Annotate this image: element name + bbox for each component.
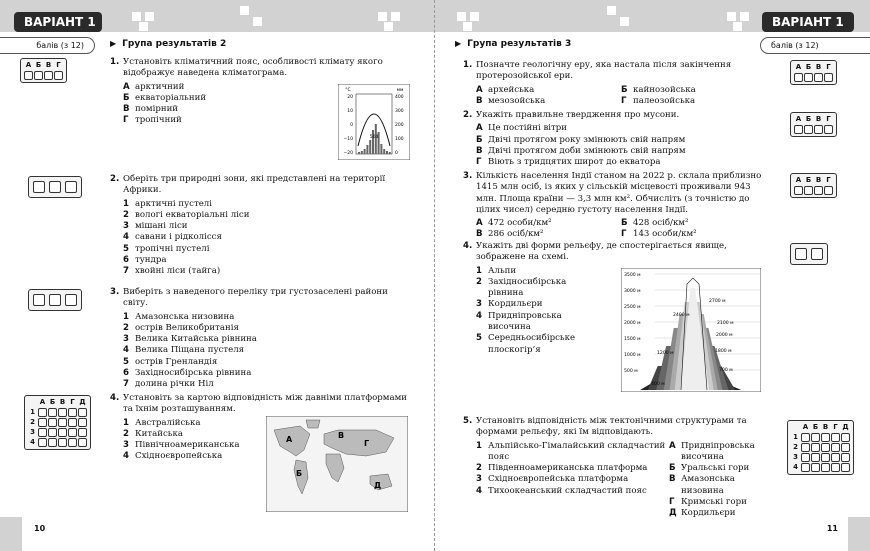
svg-text:100: 100 <box>395 137 404 142</box>
page-corner <box>848 517 870 551</box>
answer-option: 3 Східноєвропейська платформа <box>476 474 629 485</box>
answer-cell[interactable] <box>794 73 803 82</box>
answer-cell[interactable] <box>68 438 77 447</box>
right-page <box>435 0 870 551</box>
answer-cell[interactable] <box>821 453 830 462</box>
answer-cell[interactable] <box>804 125 813 134</box>
answer-option: Г палеозойська <box>621 95 696 106</box>
answer-cell[interactable] <box>38 408 47 417</box>
answer-cell[interactable] <box>44 71 53 80</box>
answer-letter: Г <box>826 176 831 184</box>
answer-cell[interactable] <box>804 186 813 195</box>
svg-text:−10: −10 <box>343 137 353 142</box>
map-label: Г <box>364 439 370 448</box>
answer-option: 5 острів Гренландія <box>123 356 218 367</box>
answer-option: 4 Придніпровська височина <box>476 310 562 333</box>
svg-text:мм: мм <box>396 88 404 93</box>
svg-text:2100 м: 2100 м <box>717 321 734 326</box>
answer-cell[interactable] <box>841 463 850 472</box>
answer-cell[interactable] <box>78 428 87 437</box>
svg-text:1500 м: 1500 м <box>624 337 641 342</box>
answer-cell[interactable] <box>801 453 810 462</box>
answer-letter: Д <box>79 398 86 406</box>
group-heading: ▶ Група результатів 3 <box>455 39 572 49</box>
answer-option: Г Кримські гори <box>669 497 747 508</box>
answer-letter: Г <box>70 398 75 406</box>
svg-text:10: 10 <box>347 109 353 114</box>
answer-cell[interactable] <box>68 408 77 417</box>
question-4: 4. Укажіть дві форми рельєфу, де спостерігається явище, зображене на схемі. 1 Альпи 2 Західносибірська рівнина 3 Кордильєри 4 Придніпровська височина 5 Середньосибірське плоскогір’я <box>463 241 727 355</box>
answer-cell[interactable] <box>801 443 810 452</box>
answer-cell[interactable] <box>78 438 87 447</box>
answer-option: 3 мішані ліси <box>123 221 188 232</box>
svg-text:1200 м: 1200 м <box>657 351 674 356</box>
answer-option: Б 428 осіб/км² <box>621 218 689 229</box>
map-label: А <box>286 435 293 444</box>
answer-cell[interactable] <box>48 428 57 437</box>
answer-option: 6 Західносибірська рівнина <box>123 368 252 379</box>
answer-option: 4 Східноєвропейська <box>123 451 223 462</box>
answer-cell[interactable] <box>841 433 850 442</box>
question-2: 2. Оберіть три природні зони, які представлені на території Африки. 1 арктичні пустелі 2 вологі екваторіальні ліси 3 мішані ліси 4 савани і рідколісся 5 тропічні пустелі 6 тундра 7 хвойні ліси (тайга) <box>110 174 410 278</box>
answer-option: 4 Велика Піщана пустеля <box>123 345 245 356</box>
answer-cell[interactable] <box>821 443 830 452</box>
svg-text:400: 400 <box>395 95 404 100</box>
answer-cell[interactable] <box>814 125 823 134</box>
map-label: Д <box>374 481 382 490</box>
answer-letter: Б <box>805 115 812 123</box>
answer-letter: Д <box>842 423 849 431</box>
svg-text:200: 200 <box>395 123 404 128</box>
svg-text:3500 м: 3500 м <box>624 273 641 278</box>
answer-option: 2 Південноамериканська платформа <box>476 463 648 474</box>
answer-cell[interactable] <box>48 438 57 447</box>
answer-option: 2 Західносибірська рівнина <box>476 276 567 299</box>
answer-cell[interactable] <box>54 71 63 80</box>
answer-option: 7 хвойні ліси (тайга) <box>123 266 221 277</box>
answer-option: 6 тундра <box>123 255 167 266</box>
answer-cell[interactable] <box>34 71 43 80</box>
answer-cell[interactable] <box>801 433 810 442</box>
answer-cell[interactable] <box>814 73 823 82</box>
answer-option: 4 савани і рідколісся <box>123 232 222 243</box>
answer-option: В Двічі протягом доби змінюють свій напрям <box>476 145 686 156</box>
svg-text:300: 300 <box>395 109 404 114</box>
answer-cell[interactable] <box>831 443 840 452</box>
answer-cell[interactable] <box>58 418 67 427</box>
question-4: 4. Установіть за картою відповідність між давніми платформами та їхнім розташуванням. 1 Австралійська 2 Китайська 3 Північноамериканська 4 Східноєвропейська <box>110 393 407 462</box>
question-1: 1. Установіть кліматичний пояс, особливості клімату якого відображує наведена кліматограма. А арктичний Б екваторіальний В помірний Г тропічний <box>110 57 410 127</box>
svg-text:3000 м: 3000 м <box>624 289 641 294</box>
svg-text:2000 м: 2000 м <box>624 321 641 326</box>
answer-option: 2 вологі екваторіальні ліси <box>123 209 250 220</box>
answer-cell[interactable] <box>801 463 810 472</box>
answer-cell[interactable] <box>821 463 830 472</box>
answer-letter: А <box>802 423 809 431</box>
answer-grid-q4[interactable]: А Б В Г Д 1 2 3 4 <box>24 395 91 450</box>
answer-option: 2 Китайська <box>123 428 183 439</box>
answer-option: В 286 осіб/км² <box>476 229 544 240</box>
answer-option: Г Віють з тридцятих широт до екватора <box>476 157 661 168</box>
answer-letter: Б <box>812 423 819 431</box>
answer-letter: В <box>815 63 822 71</box>
answer-option: 3 Велика Китайська рівнина <box>123 334 257 345</box>
question-5: 5. Установіть відповідність між тектонічними структурами та формами рельєфу, які їм відповідають. 1 Альпійсько-Гімалайський складчастий пояс 2 Південноамериканська платформа 3 Східноєвропейська платформа 4 Тихоокеанський складчастий пояс А Придніпровська височина Б Уральські гори В Амазонська низовина Г Кримські гори Д Кордильєри <box>463 416 763 520</box>
map-label: Б <box>296 469 303 478</box>
answer-cell[interactable] <box>48 418 57 427</box>
answer-option: В мезозойська <box>476 95 546 106</box>
answer-letter: А <box>795 115 802 123</box>
answer-cell[interactable] <box>68 418 77 427</box>
svg-text:−20: −20 <box>343 151 353 156</box>
altitudinal-zones-diagram <box>621 268 761 392</box>
svg-text:20: 20 <box>347 95 353 100</box>
answer-option: Г тропічний <box>123 115 182 126</box>
answer-option: В помірний <box>123 104 179 115</box>
answer-letter: В <box>815 176 822 184</box>
answer-option: 1 Альпи <box>476 265 517 276</box>
answer-option: 7 долина річки Ніл <box>123 379 214 390</box>
page-corner <box>0 517 22 551</box>
answer-letter: Г <box>56 61 61 69</box>
answer-option: Б кайнозойська <box>621 84 696 95</box>
question-3: 3. Кількість населення Індії станом на 2022 р. склала приблизно 1415 млн осіб, із яких у сільській місцевості проживали 943 млн. Площа країни — 3,3 млн км². Обчисліть (з точністю до цілих чисел) середню густоту населення Індії. А 472 особи/км² Б 428 осіб/км² В 286 осіб/км² Г 143 особи/км² <box>463 171 762 240</box>
world-map <box>266 416 408 512</box>
answer-option: А Це постійні вітри <box>476 123 568 134</box>
svg-text:0: 0 <box>395 151 398 156</box>
climatogram <box>338 84 410 160</box>
answer-option: 4 Тихоокеанський складчастий пояс <box>476 485 647 496</box>
answer-cell[interactable] <box>831 463 840 472</box>
answer-letter: А <box>25 61 32 69</box>
answer-cell[interactable] <box>78 418 87 427</box>
answer-box-q2[interactable] <box>790 112 837 137</box>
answer-cell[interactable] <box>68 428 77 437</box>
answer-option: В Амазонська низовина <box>669 474 735 496</box>
answer-cell[interactable] <box>78 408 87 417</box>
answer-box-q3[interactable] <box>790 173 837 198</box>
answer-box-q2[interactable] <box>28 176 82 198</box>
answer-cell[interactable] <box>824 73 833 82</box>
answer-cell[interactable] <box>804 73 813 82</box>
answer-cell[interactable] <box>824 186 833 195</box>
answer-letter: В <box>45 61 52 69</box>
answer-cell[interactable] <box>794 125 803 134</box>
answer-cell[interactable] <box>58 408 67 417</box>
answer-option: А архейська <box>476 84 535 95</box>
answer-letter: В <box>59 398 66 406</box>
answer-cell[interactable] <box>24 71 33 80</box>
answer-option: А Придніпровська височина <box>669 440 755 462</box>
svg-text:1000 м: 1000 м <box>624 353 641 358</box>
answer-cell[interactable] <box>58 438 67 447</box>
answer-cell[interactable] <box>38 418 47 427</box>
answer-letter: Г <box>833 423 838 431</box>
answer-option: Г 143 особи/км² <box>621 229 697 240</box>
variant-label: ВАРІАНТ 1 <box>762 12 854 32</box>
answer-cell[interactable] <box>38 428 47 437</box>
question-2: 2. Укажіть правильне твердження про мусони. А Це постійні вітри Б Двічі протягом року змінюють свій напрям В Двічі протягом доби змінюють свій напрям Г Віють з тридцятих широт до екватора <box>463 110 763 168</box>
answer-cell[interactable] <box>794 186 803 195</box>
svg-text:400 м: 400 м <box>651 382 665 387</box>
answer-option: А арктичний <box>123 81 185 92</box>
answer-cell[interactable] <box>831 453 840 462</box>
answer-option: 1 Австралійська <box>123 417 201 428</box>
answer-cell[interactable] <box>811 463 820 472</box>
question-3: 3. Виберіть з наведеного переліку три густозаселені райони світу. 1 Амазонська низовина 2 острів Великобританія 3 Велика Китайська рівнина 4 Велика Піщана пустеля 5 острів Гренландія 6 Західносибірська рівнина 7 долина річки Ніл <box>110 287 410 391</box>
answer-option: 1 Альпійсько-Гімалайський складчастий пояс <box>476 440 666 462</box>
answer-cell[interactable] <box>58 428 67 437</box>
answer-box-q3[interactable] <box>28 289 82 311</box>
answer-letter: Б <box>35 61 42 69</box>
svg-text:2700 м: 2700 м <box>709 299 726 304</box>
answer-option: 3 Кордильєри <box>476 299 543 310</box>
svg-text:1800 м: 1800 м <box>715 349 732 354</box>
answer-letter: В <box>822 423 829 431</box>
answer-cell[interactable] <box>48 408 57 417</box>
answer-option: Д Кордильєри <box>669 508 736 519</box>
answer-option: 3 Північноамериканська <box>123 440 240 451</box>
svg-text:2500 м: 2500 м <box>624 305 641 310</box>
answer-option: 1 арктичні пустелі <box>123 198 213 209</box>
group-heading: ▶ Група результатів 2 <box>110 39 227 49</box>
answer-letter: А <box>795 176 802 184</box>
answer-cell[interactable] <box>811 443 820 452</box>
answer-option: Б Уральські гори <box>669 463 750 474</box>
answer-letter: Б <box>805 63 812 71</box>
answer-letter: А <box>795 63 802 71</box>
answer-letter: В <box>815 115 822 123</box>
question-1: 1. Позначте геологічну еру, яка настала після закінчення протерозойської ери. А архейська Б кайнозойська В мезозойська Г палеозойська <box>463 60 763 107</box>
page-number: 10 <box>34 524 46 533</box>
points-pill: балів (з 12) <box>0 37 95 54</box>
answer-cell[interactable] <box>841 453 850 462</box>
answer-option: Б Двічі протягом року змінюють свій напрям <box>476 134 686 145</box>
answer-option: 5 Середньосибірське плоскогір’я <box>476 333 576 355</box>
answer-cell[interactable] <box>824 125 833 134</box>
answer-cell[interactable] <box>831 433 840 442</box>
svg-text:700 м: 700 м <box>719 368 733 373</box>
map-label: В <box>338 431 345 440</box>
answer-letter: А <box>39 398 46 406</box>
variant-label: ВАРІАНТ 1 <box>14 12 102 32</box>
answer-option: А 472 особи/км² <box>476 218 552 229</box>
answer-cell[interactable] <box>811 453 820 462</box>
answer-grid-q5[interactable]: А Б В Г Д 1 2 3 4 <box>787 420 854 475</box>
svg-text:504: 504 <box>369 135 379 140</box>
answer-option: Б екваторіальний <box>123 92 207 103</box>
svg-text:2000 м: 2000 м <box>716 333 733 338</box>
svg-text:2400 м: 2400 м <box>673 313 690 318</box>
answer-cell[interactable] <box>821 433 830 442</box>
answer-option: 2 острів Великобританія <box>123 322 239 333</box>
answer-letter: Б <box>805 176 812 184</box>
answer-letter: Г <box>826 115 831 123</box>
svg-text:°C: °C <box>345 88 351 93</box>
points-pill: балів (з 12) <box>760 37 870 54</box>
svg-text:0: 0 <box>350 123 353 128</box>
answer-box-q1[interactable] <box>20 58 67 83</box>
answer-cell[interactable] <box>814 186 823 195</box>
answer-cell[interactable] <box>841 443 850 452</box>
answer-box-q1[interactable] <box>790 60 837 85</box>
answer-cell[interactable] <box>38 438 47 447</box>
svg-text:500 м: 500 м <box>624 369 638 374</box>
answer-letter: Б <box>49 398 56 406</box>
answer-box-q4[interactable] <box>790 243 828 265</box>
page-number: 11 <box>826 524 838 533</box>
answer-letter: Г <box>826 63 831 71</box>
answer-option: 5 тропічні пустелі <box>123 243 210 254</box>
answer-cell[interactable] <box>811 433 820 442</box>
answer-option: 1 Амазонська низовина <box>123 311 235 322</box>
